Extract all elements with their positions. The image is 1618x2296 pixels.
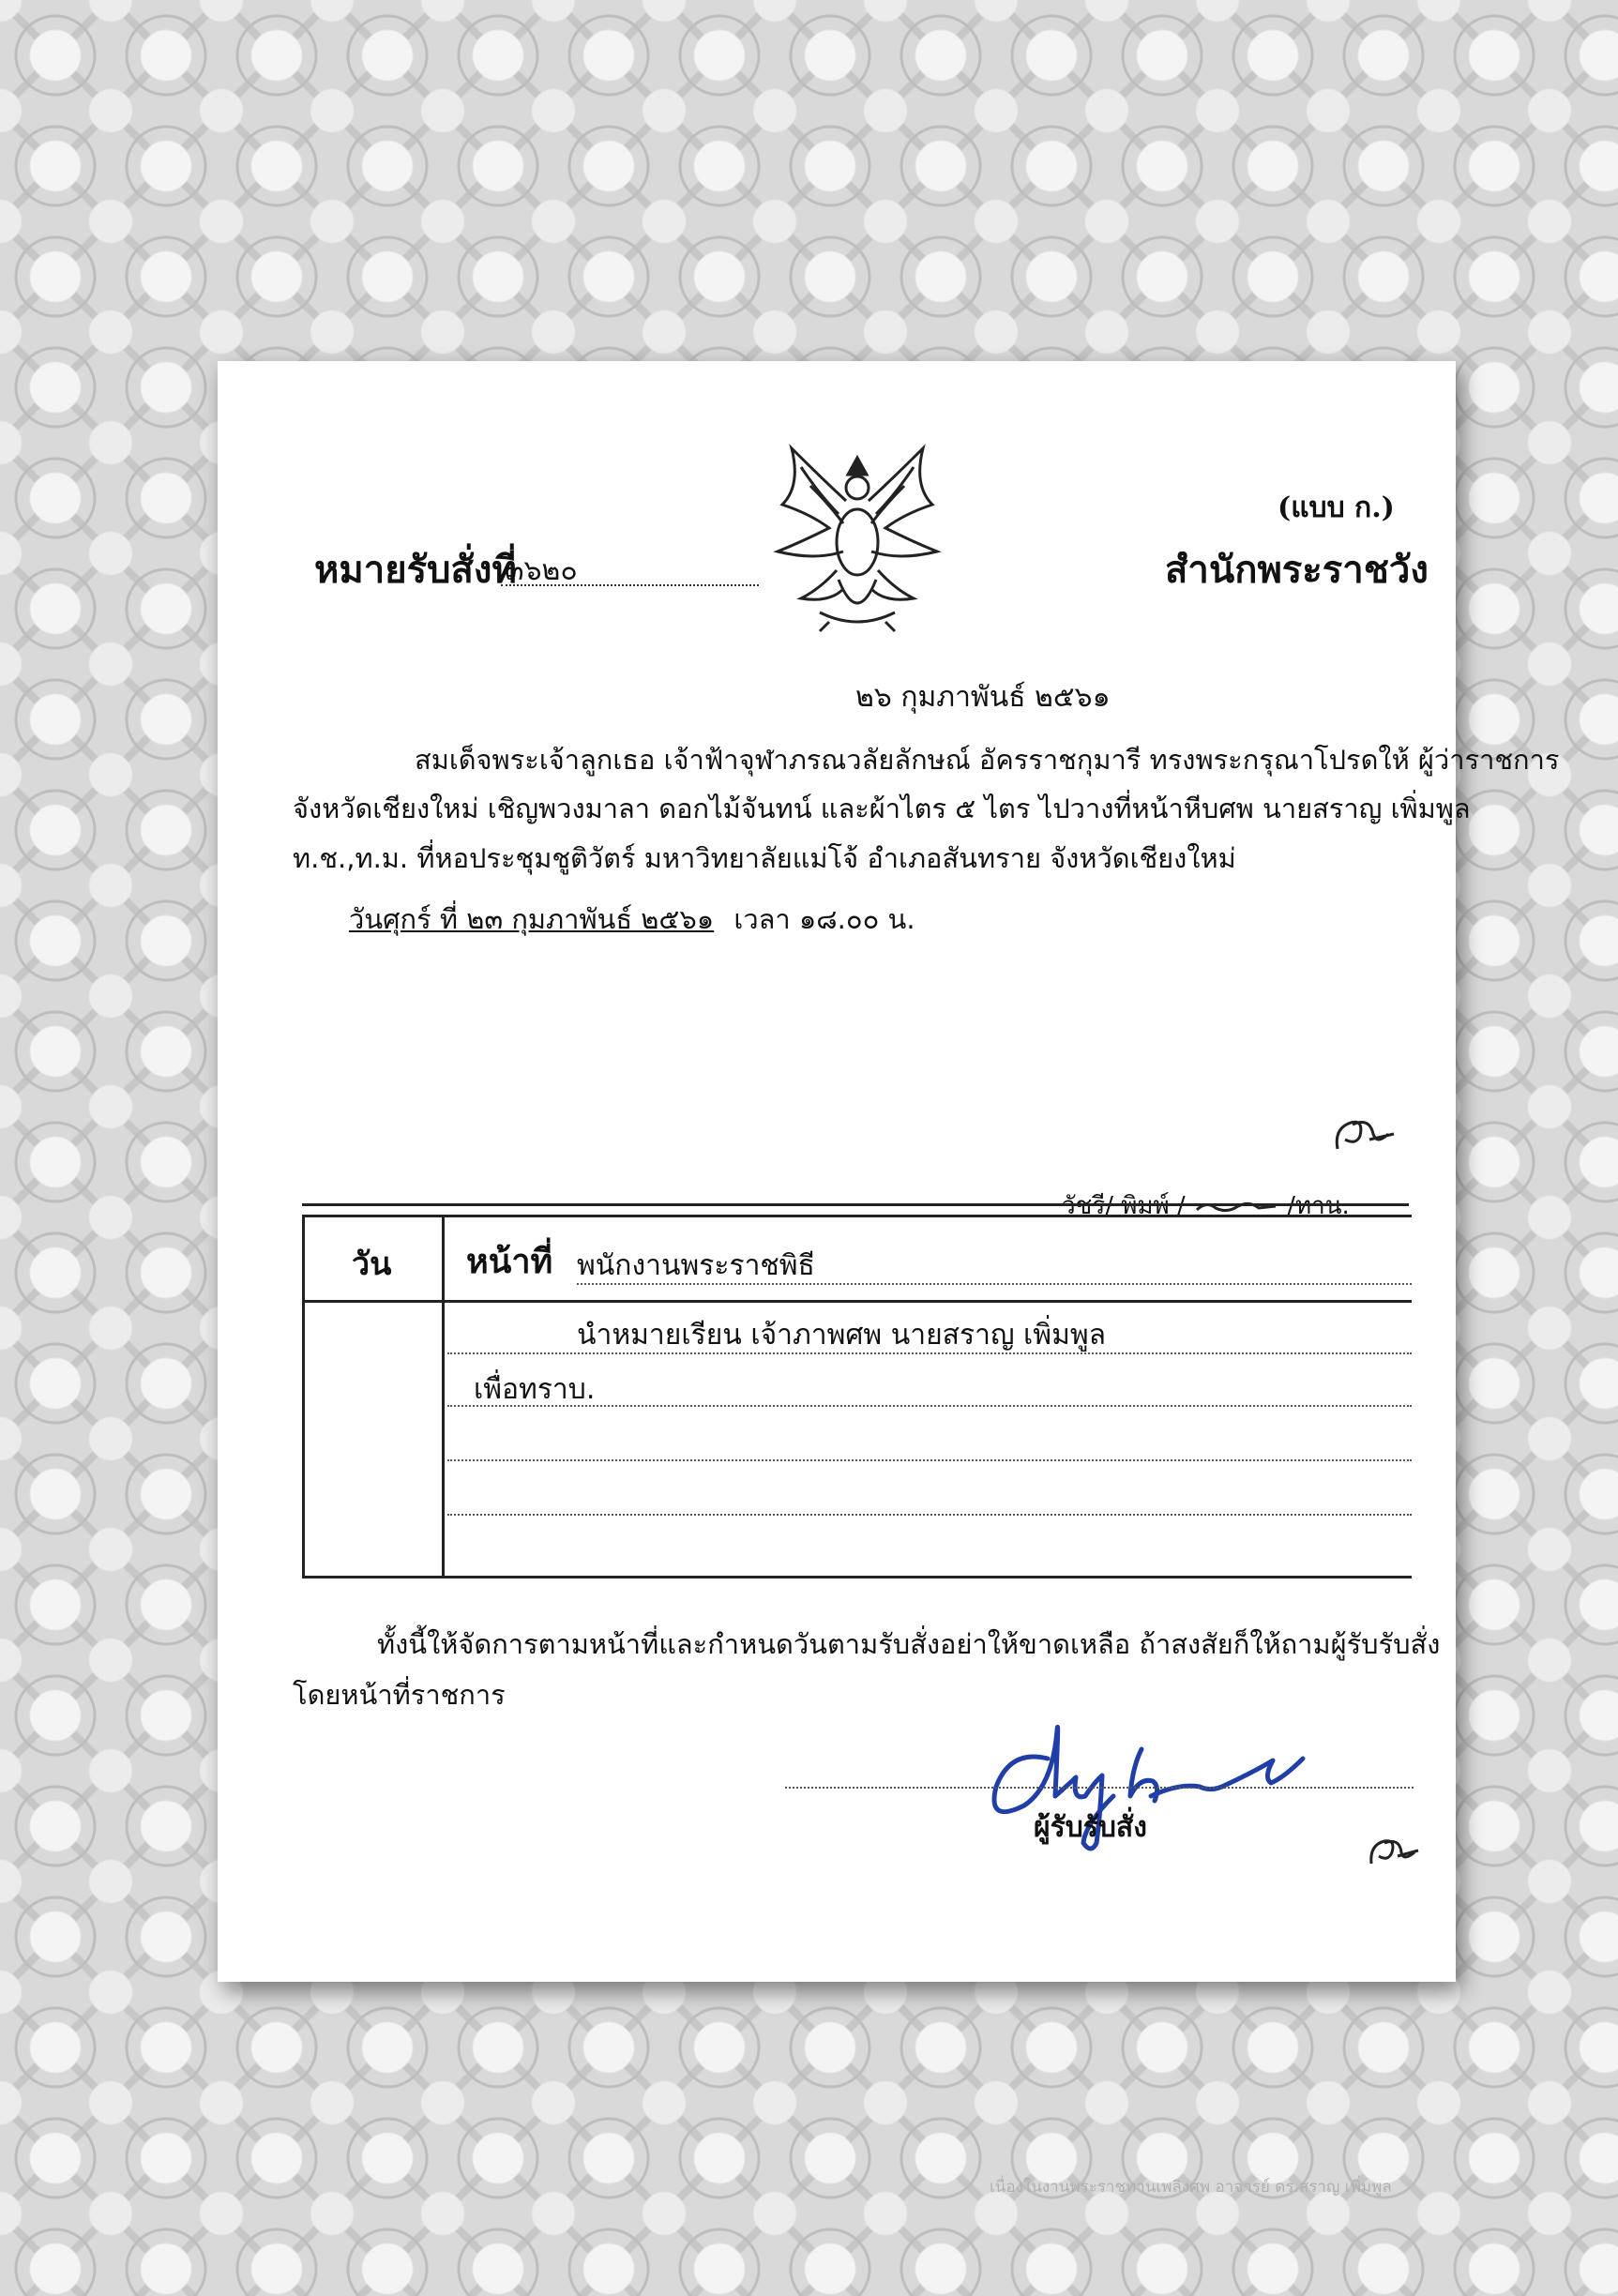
order-number-field: [501, 549, 759, 586]
signature-line: [785, 1787, 1414, 1789]
document-page: [218, 361, 1560, 1982]
body-line-2: จังหวัดเชียงใหม่ เชิญพวงมาลา ดอกไม้จันทน์ และผ้าไตร ๕ ไตร ไปวางที่หน้าหีบศพ นายสราญ เพิ่มพูล: [293, 793, 1471, 824]
order-label: หมายรับสั่งที่: [314, 548, 517, 592]
duty-value: พนักงานพระราชพิธี: [577, 1249, 815, 1282]
table-row-1: นำหมายเรียน เจ้าภาพศพ นายสราญ เพิ่มพูล: [577, 1319, 1107, 1352]
event-date: วันศุกร์ ที่ ๒๓ กุมภาพันธ์ ๒๕๖๑: [349, 903, 715, 935]
table-line-2: [447, 1405, 1412, 1407]
footer-caption: เนื่องในงานพระราชทานเพลิงศพ อาจารย์ ดร.สราญ เพิ่มพูล: [990, 2178, 1392, 2197]
duty-table: [302, 1215, 1412, 1578]
table-line-1: [447, 1352, 1412, 1354]
form-label: (แบบ ก.): [1278, 491, 1395, 524]
order-number: ๓๖๒๐: [505, 554, 578, 587]
day-header: วัน: [352, 1246, 392, 1283]
duty-value-line: [577, 1283, 1412, 1285]
closing-line-2: โดยหน้าที่ราชการ: [293, 1679, 506, 1711]
initials-mark-bottom: [1368, 1832, 1420, 1869]
table-row-2: เพื่อทราบ.: [474, 1373, 596, 1406]
closing-line-1: ทั้งนี้ให้จัดการตามหน้าที่และกำหนดวันตามรับสั่งอย่าให้ขาดเหลือ ถ้าสงสัยก็ให้ถามผู้รับรับสั่ง: [377, 1628, 1441, 1660]
table-line-4: [447, 1514, 1412, 1516]
initials-mark: [1332, 1111, 1396, 1155]
table-header-divider: [305, 1300, 1412, 1303]
table-column-divider: [442, 1217, 445, 1576]
office-name: สำนักพระราชวัง: [1165, 548, 1429, 592]
table-top-rule: [302, 1203, 1409, 1206]
event-datetime: [349, 896, 915, 943]
signer-label: ผู้รับรับสั่ง: [1034, 1811, 1147, 1844]
staff-suffix: /ทาน.: [1287, 1192, 1350, 1220]
table-line-3: [447, 1459, 1412, 1461]
document-date: ๒๖ กุมภาพันธ์ ๒๕๖๑: [855, 681, 1111, 714]
garuda-emblem-icon: [764, 439, 951, 636]
event-time: เวลา ๑๘.๐๐ น.: [733, 903, 915, 935]
body-line-1: สมเด็จพระเจ้าลูกเธอ เจ้าฟ้าจุฬาภรณวลัยลักษณ์ อัครราชกุมารี ทรงพระกรุณาโปรดให้ ผู้ว่าราชการ: [415, 744, 1560, 776]
staff-prefix: วัชรี/ พิมพ์ /: [1062, 1192, 1186, 1220]
duty-header: หน้าที่: [466, 1242, 553, 1281]
body-line-3: ท.ช.,ท.ม. ที่หอประชุมชูติวัตร์ มหาวิทยาลัยแม่โจ้ อำเภอสันทราย จังหวัดเชียงใหม่: [293, 842, 1236, 874]
